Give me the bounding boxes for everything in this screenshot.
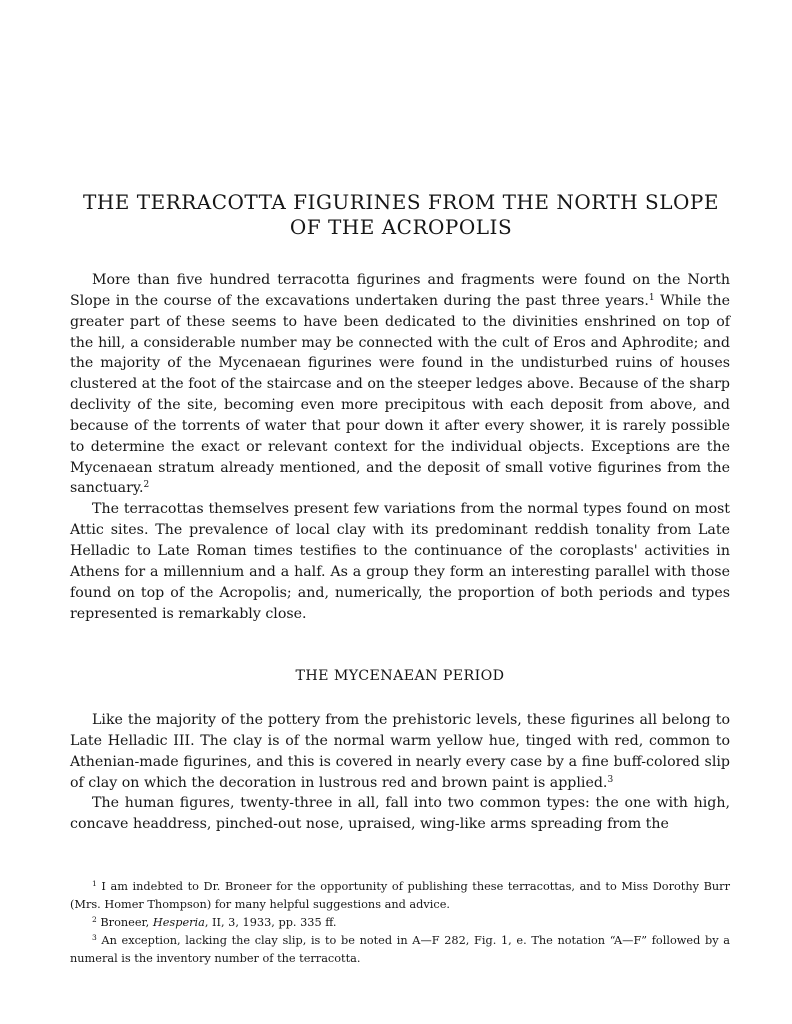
article-title-line-2: OF THE ACROPOLIS — [289, 215, 513, 239]
section-heading: THE MYCENAEAN PERIOD — [295, 668, 505, 684]
article-title — [60, 190, 742, 240]
intro-section — [70, 270, 730, 624]
footnote-2-text-b: , II, 3, 1933, pp. 335 ff. — [204, 916, 337, 929]
mycenaean-paragraph-2: The human figures, twenty-three in all, fall into two common types: the one with high, concave headdress, pinched-out nose, upraised, wing-like arms spreading from the — [70, 795, 730, 833]
intro-paragraph-1-text-b: While the greater part of these seems to have been dedicated to the divinities enshrined on top of the hill, a considerable number may be connected with the cult of Eros and Aphrodite; and the majority of the Mycenaean figurines were found in the undisturbed ruins of houses clustered at the foot of the staircase and on the steeper ledges above. Because of the sharp declivity of the site, becoming even more precipitous with each deposit from above, and because of the torrents of water that pour down it after every shower, it is rarely possible to determine the exact or relevant context for the individual objects. Exceptions are the Mycenaean stratum already mentioned, and the deposit of small votive figurines from the sanctuary. — [70, 292, 730, 497]
intro-paragraph-2: The terracottas themselves present few variations from the normal types found on most Attic sites. The prevalence of local clay with its predominant reddish tonality from Late Helladic to Late Roman times testifies to the continuance of the coroplasts' activities in Athens for a millennium and a half. As a group they form an interesting parallel with those found on top of the Acropolis; and, numerically, the proportion of both periods and types represented is remarkably close. — [70, 501, 730, 622]
footnote-1-text: I am indebted to Dr. Broneer for the opportunity of publishing these terracottas, and to Miss Dorothy Burr (Mrs. Homer Thompson) for many helpful suggestions and advice. — [70, 880, 730, 911]
footnote-ref-2: 2 — [143, 480, 150, 491]
footnote-1-number: 1 — [92, 879, 97, 888]
footnote-ref-1: 1 — [648, 292, 655, 303]
mycenaean-section — [70, 710, 730, 835]
mycenaean-paragraph-1-text: Like the majority of the pottery from the prehistoric levels, these figurines all belong to Late Helladic III. The clay is of the normal warm yellow hue, tinged with red, common to Athenian-made figurines, and this is covered in nearly every case by a fine buff-colored slip of clay on which the decoration in lustrous red and brown paint is applied. — [70, 712, 730, 791]
footnote-2 — [70, 914, 730, 932]
footnote-ref-3: 3 — [607, 774, 614, 785]
intro-paragraph-1-text-a: More than five hundred terracotta figurines and fragments were found on the North Slope in the course of the excavations undertaken during the past three years. — [70, 272, 730, 309]
intro-paragraph-1 — [70, 270, 730, 499]
mycenaean-paragraph-1 — [70, 710, 730, 793]
footnote-1 — [70, 878, 730, 914]
footnote-2-journal: Hesperia — [152, 916, 205, 929]
footnotes — [70, 878, 730, 968]
footnote-2-text-a: Broneer, — [96, 916, 153, 929]
footnote-3 — [70, 932, 730, 968]
footnote-2-number: 2 — [92, 915, 97, 924]
footnote-3-number: 3 — [92, 933, 97, 942]
footnote-3-text: An exception, lacking the clay slip, is to be noted in A—F 282, Fig. 1, e. The notation “A—F” followed by a numeral is the inventory number of the terracotta. — [70, 934, 730, 965]
article-title-line-1: THE TERRACOTTA FIGURINES FROM THE NORTH SLOPE — [82, 190, 719, 214]
